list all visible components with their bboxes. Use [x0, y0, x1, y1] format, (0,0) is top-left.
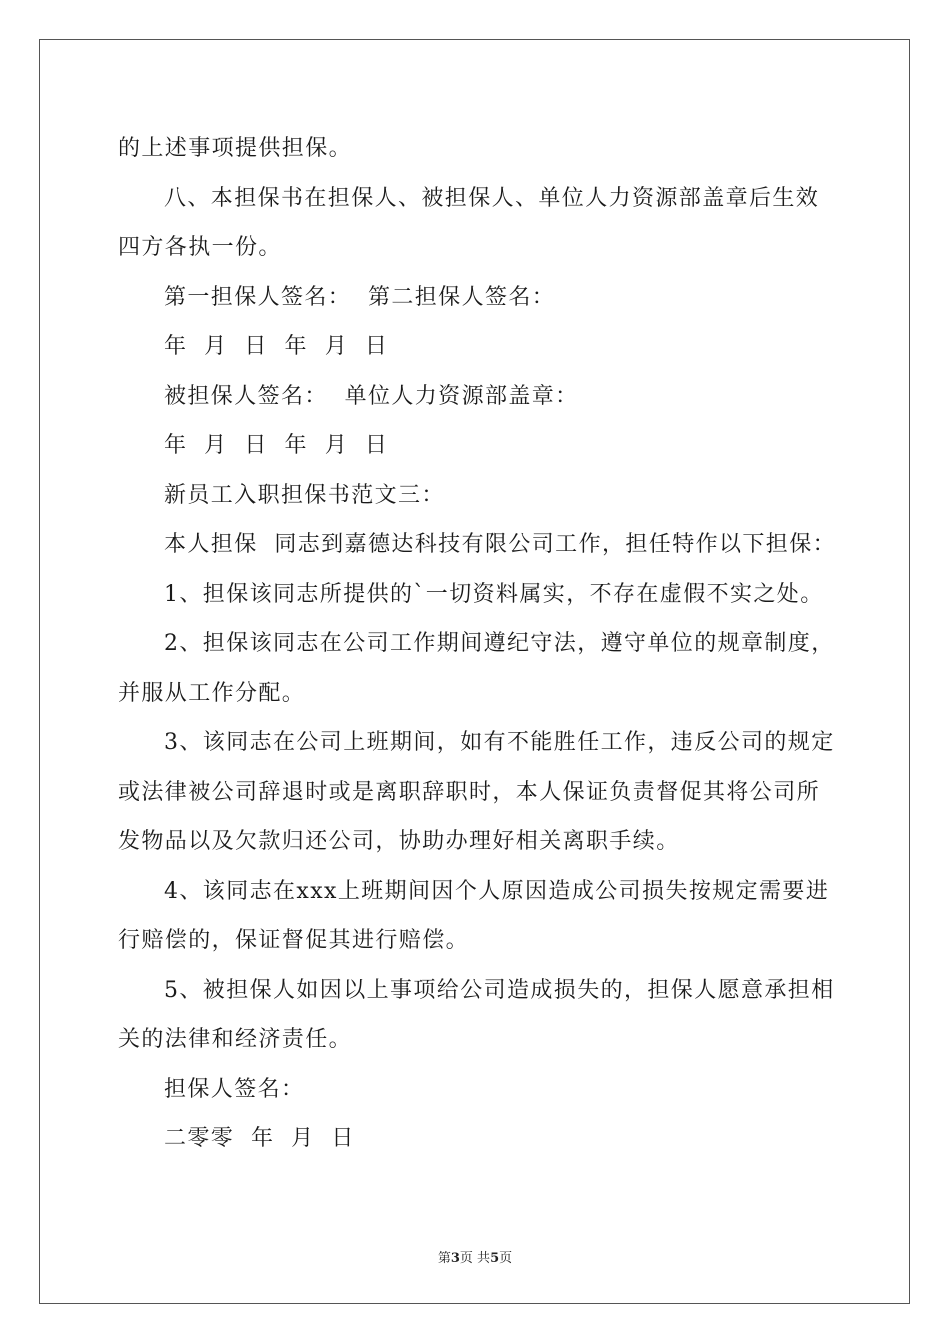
paragraph-2: 八、本担保书在担保人、被担保人、单位人力资源部盖章后生效四方各执一份。 [118, 185, 820, 260]
clause-4: 4、该同志在xxx上班期间因个人原因造成公司损失按规定需要进行赔偿的，保证督促其进行赔偿。 [118, 878, 830, 953]
page-total: 5 [490, 1251, 500, 1266]
page-prefix: 第 [437, 1251, 451, 1266]
page-footer [0, 1247, 950, 1266]
guarantor-signature: 担保人签名： [164, 1076, 305, 1102]
clause-1: 1、担保该同志所提供的`一切资料属实，不存在虚假不实之处。 [164, 581, 824, 607]
section-heading: 新员工入职担保书范文三： [164, 482, 445, 508]
page-mid: 页 共 [459, 1251, 491, 1266]
date-line-2: 年 月 日 年 月 日 [164, 433, 389, 458]
clause-5: 5、被担保人如因以上事项给公司造成损失的，担保人愿意承担相关的法律和经济责任。 [118, 977, 835, 1052]
paragraph-1: 的上述事项提供担保。 [118, 136, 353, 161]
page-current: 3 [450, 1251, 460, 1266]
final-date-line: 二零零 年 月 日 [164, 1126, 355, 1151]
clause-3: 3、该同志在公司上班期间，如有不能胜任工作，违反公司的规定或法律被公司辞退时或是离职辞职时，本人保证负责督促其将公司所发物品以及欠款归还公司，协助办理好相关离职手续。 [118, 730, 835, 854]
paragraph-intro: 本人担保 同志到嘉德达科技有限公司工作，担任特作以下担保： [164, 532, 836, 557]
signature-line-guarantors: 第一担保人签名： 第二担保人签名： [164, 284, 556, 310]
clause-2: 2、担保该同志在公司工作期间遵纪守法，遵守单位的规章制度，并服从工作分配。 [118, 631, 835, 706]
signature-line-guaranteed: 被担保人签名： 单位人力资源部盖章： [164, 383, 579, 409]
date-line-1: 年 月 日 年 月 日 [164, 334, 389, 359]
document-body [118, 124, 838, 1164]
page-suffix: 页 [499, 1251, 513, 1266]
